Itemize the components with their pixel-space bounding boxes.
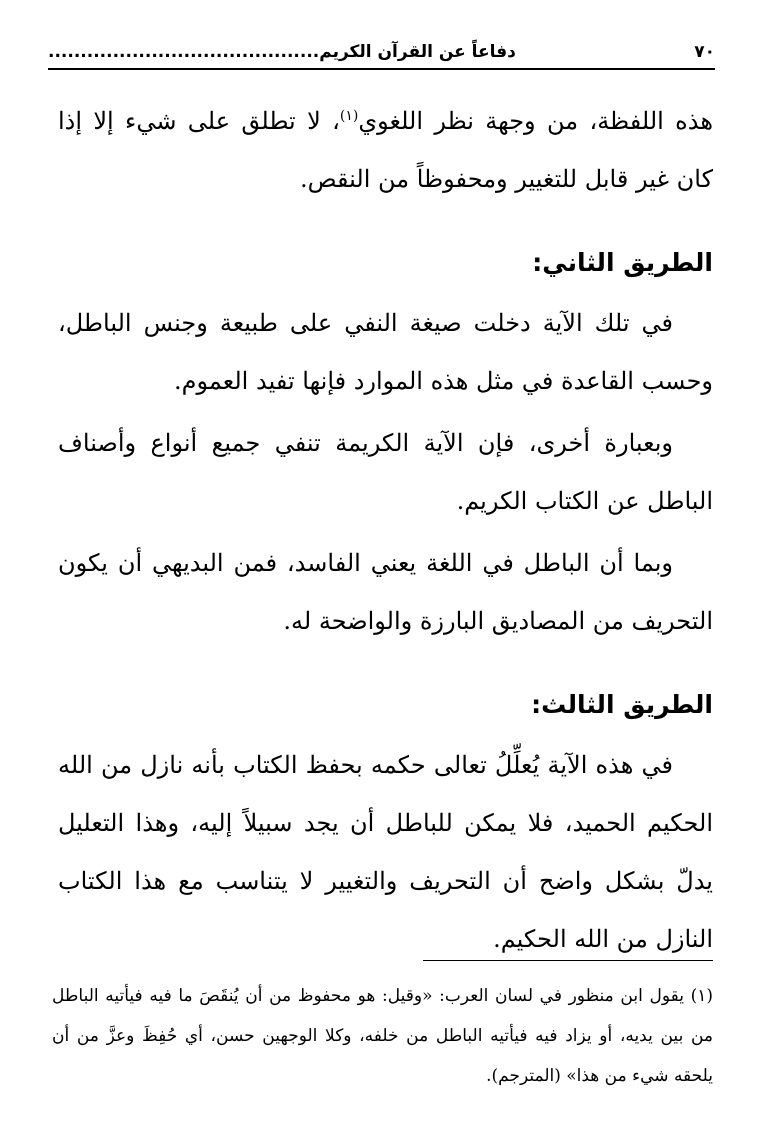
paragraph-2a: في تلك الآية دخلت صيغة النفي على طبيعة وجنس الباطل، وحسب القاعدة في مثل هذه الموارد فإنها تفيد العموم. [58, 309, 713, 395]
footnote-divider [423, 960, 713, 961]
page-header [48, 36, 715, 70]
footnote [52, 976, 713, 1096]
paragraph-intro-text: هذه اللفظة، من وجهة نظر اللغوي [358, 107, 713, 135]
main-text [58, 92, 713, 972]
running-title: دفاعاً عن القرآن الكريم.......................................... [48, 42, 516, 62]
paragraph-intro-rest: ، لا تطلق على شيء إلا إذا كان غير قابل للتغيير ومحفوظاً من النقص. [58, 107, 713, 193]
footnote-text: (١) يقول ابن منظور في لسان العرب: «وقيل: هو محفوظ من أن يُنقَصَ ما فيه فيأتيه الباطل من بين يديه، أو يزاد فيه فيأتيه الباطل من خلفه، وكلا الوجهين حسن، أي حُفِظَ وعزَّ من أن يلحقه شيء من هذا» (المترجم). [52, 986, 713, 1086]
page-number: ٧٠ [694, 42, 715, 62]
paragraph-3a: في هذه الآية يُعلِّلُ تعالى حكمه بحفظ الكتاب بأنه نازل من الله الحكيم الحميد، فلا يمكن للباطل أن يجد سبيلاً إليه، وهذا التعليل يدلّ بشكل واضح أن التحريف والتغيير لا يتناسب مع هذا الكتاب النازل من الله الحكيم. [58, 751, 713, 953]
paragraph-2b: وبعبارة أخرى، فإن الآية الكريمة تنفي جميع أنواع وأصناف الباطل عن الكتاب الكريم. [58, 429, 713, 515]
heading-second-method: الطريق الثاني: [532, 248, 713, 277]
heading-third-method: الطريق الثالث: [531, 690, 713, 719]
footnote-reference: (١) [339, 108, 359, 124]
paragraph-intro [58, 92, 713, 208]
paragraph-2c: وبما أن الباطل في اللغة يعني الفاسد، فمن البديهي أن يكون التحريف من المصاديق البارزة والواضحة له. [58, 549, 713, 635]
